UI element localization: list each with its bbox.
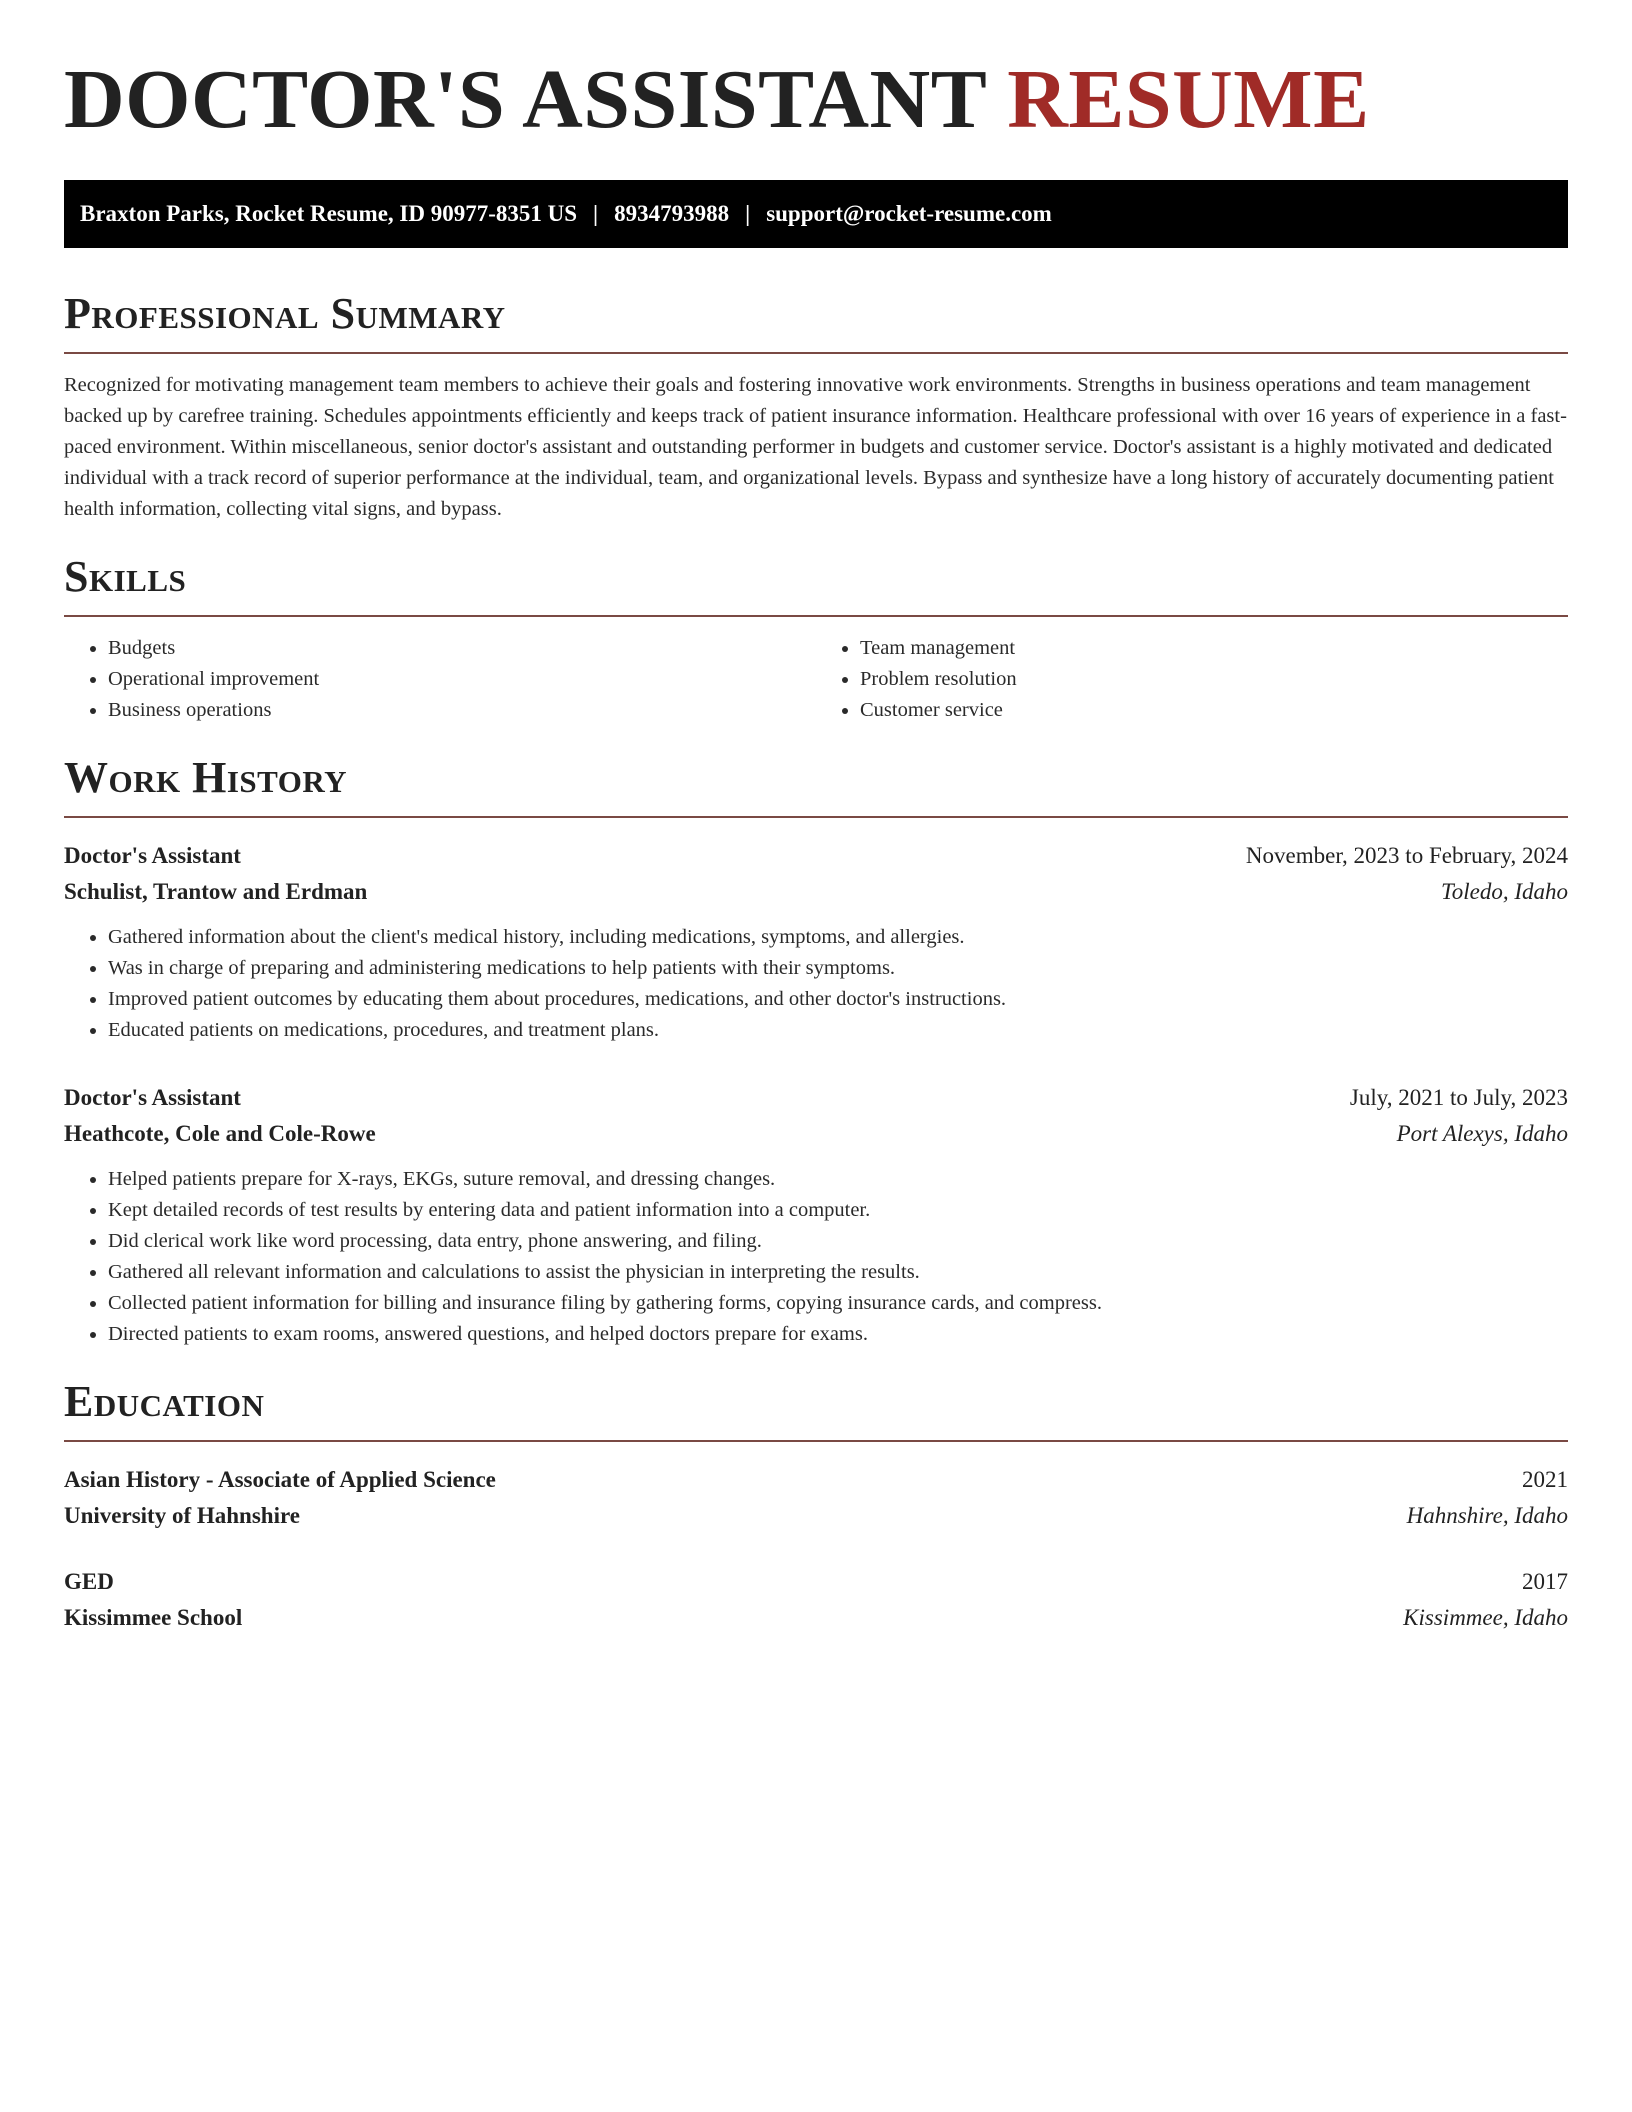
job-duty: • Kept detailed records of test results by entering data and patient information into a computer. bbox=[108, 1195, 1568, 1226]
job-entry bbox=[64, 1080, 1568, 1350]
contact-bar bbox=[64, 180, 1568, 248]
job-duties bbox=[64, 1164, 1568, 1350]
skills-section bbox=[64, 552, 1568, 726]
job-location: Toledo, Idaho bbox=[1441, 879, 1568, 904]
skill-item: • Team management bbox=[860, 633, 1568, 664]
job-duty: • Gathered information about the client's medical history, including medications, symptoms, and allergies. bbox=[108, 922, 1568, 953]
contact-phone: 8934793988 bbox=[614, 201, 730, 226]
job-title: Doctor's Assistant bbox=[64, 1085, 241, 1110]
skill-item: • Budgets bbox=[108, 633, 816, 664]
education-degree: Asian History - Associate of Applied Science bbox=[64, 1467, 496, 1492]
education-degree-row bbox=[64, 1462, 1568, 1498]
skills-column-right bbox=[816, 633, 1568, 726]
title-main: DOCTOR'S ASSISTANT bbox=[64, 53, 986, 146]
skill-item: • Problem resolution bbox=[860, 664, 1568, 695]
education-school-row bbox=[64, 1498, 1568, 1534]
summary-section bbox=[64, 289, 1568, 525]
education-degree-row bbox=[64, 1564, 1568, 1600]
job-duty: • Educated patients on medications, procedures, and treatment plans. bbox=[108, 1015, 1568, 1046]
skills-column-left bbox=[64, 633, 816, 726]
job-dates: July, 2021 to July, 2023 bbox=[1349, 1085, 1568, 1110]
job-company-row bbox=[64, 874, 1568, 910]
education-location: Hahnshire, Idaho bbox=[1406, 1503, 1568, 1528]
education-year: 2017 bbox=[1522, 1569, 1568, 1594]
skills-heading: Skills bbox=[64, 555, 1568, 617]
job-duty: • Gathered all relevant information and calculations to assist the physician in interpreting the results. bbox=[108, 1257, 1568, 1288]
contact-email: support@rocket-resume.com bbox=[766, 201, 1052, 226]
job-duty: • Collected patient information for billing and insurance filing by gathering forms, copying insurance cards, and compress. bbox=[108, 1288, 1568, 1319]
work-history-section bbox=[64, 753, 1568, 1350]
summary-text: Recognized for motivating management team members to achieve their goals and fostering innovative work environments. Strengths in business operations and team management backed up by carefree training. Schedules appointments efficiently and keeps track of patient insurance information. Healthcare professional with over 16 years of experience in a fast-paced environment. Within miscellaneous, senior doctor's assistant and outstanding performer in budgets and customer service. Doctor's assistant is a highly motivated and dedicated individual with a track record of superior performance at the individual, team, and organizational levels. Bypass and synthesize have a long history of accurately documenting patient health information, collecting vital signs, and bypass. bbox=[64, 374, 1567, 520]
skills-list bbox=[64, 633, 1568, 726]
education-entry bbox=[64, 1564, 1568, 1636]
work-history-heading: Work History bbox=[64, 756, 1568, 818]
skill-item: • Operational improvement bbox=[108, 664, 816, 695]
education-section bbox=[64, 1377, 1568, 1636]
job-duty: • Directed patients to exam rooms, answered questions, and helped doctors prepare for exams. bbox=[108, 1319, 1568, 1350]
contact-separator: | bbox=[745, 201, 751, 226]
education-school: Kissimmee School bbox=[64, 1605, 243, 1630]
contact-separator: | bbox=[593, 201, 599, 226]
resume-title bbox=[64, 53, 1568, 146]
summary-heading: Professional Summary bbox=[64, 292, 1568, 354]
education-entry bbox=[64, 1462, 1568, 1534]
job-title: Doctor's Assistant bbox=[64, 843, 241, 868]
education-degree: GED bbox=[64, 1569, 114, 1594]
education-school: University of Hahnshire bbox=[64, 1503, 300, 1528]
job-duty: • Was in charge of preparing and administering medications to help patients with their symptoms. bbox=[108, 953, 1568, 984]
education-heading: Education bbox=[64, 1380, 1568, 1442]
job-company: Schulist, Trantow and Erdman bbox=[64, 879, 368, 904]
job-location: Port Alexys, Idaho bbox=[1396, 1121, 1568, 1146]
education-school-row bbox=[64, 1600, 1568, 1636]
contact-address: Braxton Parks, Rocket Resume, ID 90977-8351 US bbox=[80, 201, 578, 226]
job-company: Heathcote, Cole and Cole-Rowe bbox=[64, 1121, 376, 1146]
job-duty: • Did clerical work like word processing, data entry, phone answering, and filing. bbox=[108, 1226, 1568, 1257]
job-entry bbox=[64, 838, 1568, 1046]
title-accent: RESUME bbox=[1007, 53, 1370, 146]
education-location: Kissimmee, Idaho bbox=[1403, 1605, 1568, 1630]
job-header-row bbox=[64, 1080, 1568, 1116]
education-year: 2021 bbox=[1522, 1467, 1568, 1492]
job-company-row bbox=[64, 1116, 1568, 1152]
job-duty: • Helped patients prepare for X-rays, EKGs, suture removal, and dressing changes. bbox=[108, 1164, 1568, 1195]
skill-item: • Customer service bbox=[860, 695, 1568, 726]
skill-item: • Business operations bbox=[108, 695, 816, 726]
job-duties bbox=[64, 922, 1568, 1046]
job-dates: November, 2023 to February, 2024 bbox=[1245, 843, 1568, 868]
job-header-row bbox=[64, 838, 1568, 874]
job-duty: • Improved patient outcomes by educating them about procedures, medications, and other doctor's instructions. bbox=[108, 984, 1568, 1015]
